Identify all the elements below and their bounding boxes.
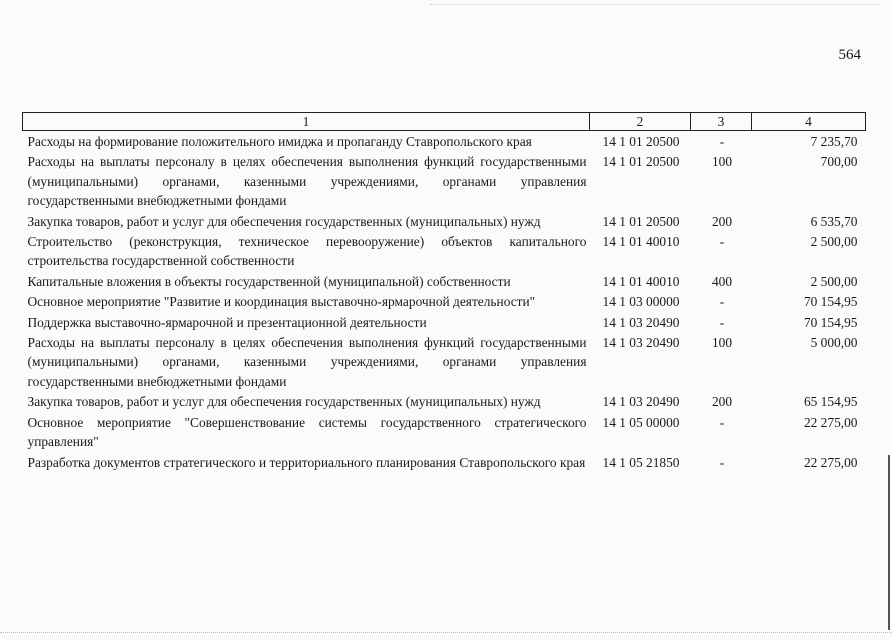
- table-row: [23, 292, 866, 312]
- table-row: [23, 392, 866, 412]
- table-header-row: [23, 113, 866, 131]
- row-code: 14 1 05 21850: [602, 454, 680, 470]
- table-row: [23, 313, 866, 333]
- row-type: -: [719, 414, 725, 430]
- row-code: 14 1 01 20500: [602, 213, 680, 229]
- row-name: Расходы на выплаты персоналу в целях обеспечения выполнения функций государственными (муниципальными) органами, казенными учреждениями, органами управления государственными внебюджетными фондами: [27, 154, 587, 209]
- table-row: [23, 333, 866, 392]
- row-type: 200: [711, 213, 733, 229]
- row-type: 100: [711, 154, 733, 170]
- scan-edge-right: [888, 455, 890, 630]
- row-amount: 70 154,95: [803, 294, 858, 310]
- row-type: 100: [711, 335, 733, 351]
- row-amount: 700,00: [820, 154, 858, 170]
- row-type: -: [719, 234, 725, 250]
- table-row: [23, 212, 866, 232]
- row-name: Закупка товаров, работ и услуг для обеспечения государственных (муниципальных) нужд: [27, 394, 541, 410]
- table-row: [23, 232, 866, 272]
- table-row: [23, 152, 866, 211]
- row-type: 200: [711, 394, 733, 410]
- table-row: [23, 453, 866, 473]
- row-name: Основное мероприятие "Развитие и координация выставочно-ярмарочной деятельности": [27, 294, 536, 310]
- row-name: Расходы на выплаты персоналу в целях обеспечения выполнения функций государственными (муниципальными) органами, казенными учреждениями, органами управления государственными внебюджетными фондами: [27, 335, 587, 389]
- scan-edge-bottom: [0, 632, 892, 634]
- row-code: 14 1 01 20500: [602, 154, 680, 170]
- table-row: [23, 272, 866, 292]
- row-code: 14 1 03 20490: [602, 394, 680, 410]
- row-name: Расходы на формирование положительного имиджа и пропаганду Ставропольского края: [27, 134, 532, 149]
- row-amount: 22 275,00: [803, 414, 858, 430]
- row-name: Поддержка выставочно-ярмарочной и презентационной деятельности: [27, 314, 427, 330]
- row-code: 14 1 01 20500: [602, 134, 680, 149]
- row-code: 14 1 01 40010: [602, 234, 680, 250]
- table-row: [23, 131, 866, 153]
- table-row: [23, 413, 866, 453]
- row-name: Основное мероприятие "Совершенствование системы государственного стратегического управления": [27, 414, 587, 450]
- row-code: 14 1 03 20490: [602, 335, 680, 351]
- row-type: -: [719, 294, 725, 310]
- row-type: -: [719, 314, 725, 330]
- column-header-code: 2: [590, 113, 691, 131]
- row-code: 14 1 01 40010: [602, 273, 680, 289]
- row-amount: 2 500,00: [810, 234, 858, 250]
- table-body: [23, 131, 866, 473]
- page-number: 564: [838, 47, 861, 63]
- row-amount: 65 154,95: [803, 394, 858, 410]
- row-code: 14 1 03 20490: [602, 314, 680, 330]
- row-amount: 70 154,95: [803, 314, 858, 330]
- row-amount: 22 275,00: [803, 454, 858, 470]
- row-type: -: [719, 134, 725, 149]
- row-amount: 5 000,00: [810, 335, 858, 351]
- row-name: Закупка товаров, работ и услуг для обеспечения государственных (муниципальных) нужд: [27, 213, 541, 229]
- row-type: -: [719, 454, 725, 470]
- row-name: Строительство (реконструкция, техническое перевооружение) объектов капитального строительства государственной собственности: [27, 234, 587, 269]
- table-header: [23, 113, 866, 131]
- row-amount: 2 500,00: [810, 273, 858, 289]
- row-name: Капитальные вложения в объекты государственной (муниципальной) собственности: [27, 273, 511, 289]
- row-amount: 6 535,70: [810, 213, 858, 229]
- row-amount: 7 235,70: [810, 134, 858, 149]
- budget-table: [22, 112, 866, 473]
- column-header-amount: 4: [752, 113, 866, 131]
- row-name: Разработка документов стратегического и территориального планирования Ставропольского края: [27, 454, 586, 470]
- row-type: 400: [711, 273, 733, 289]
- row-code: 14 1 05 00000: [602, 414, 680, 430]
- row-code: 14 1 03 00000: [602, 294, 680, 310]
- column-header-type: 3: [691, 113, 752, 131]
- column-header-name: 1: [23, 113, 590, 131]
- scan-edge-top: [430, 4, 880, 6]
